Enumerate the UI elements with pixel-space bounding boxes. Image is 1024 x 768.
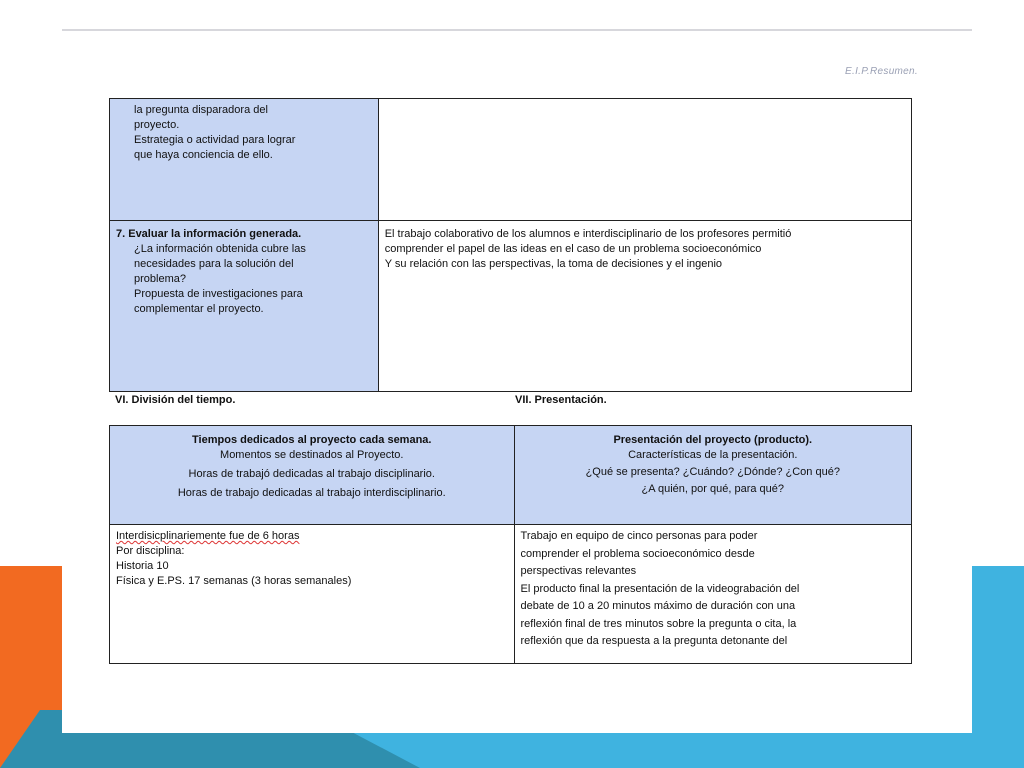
time-header-cell: [110, 426, 515, 525]
cell-line: complementar el proyecto.: [134, 303, 264, 315]
cell-line: comprender el papel de las ideas en el caso de un problema socioeconómico: [384, 243, 762, 255]
cell-line: Interdisicplinariemente fue de 6 horas: [116, 530, 300, 542]
cell-line: Horas de trabajo dedicadas al trabajo interdisciplinario.: [177, 487, 446, 499]
cell-line: Momentos se destinados al Proyecto.: [220, 449, 404, 461]
cell-line: reflexión que da respuesta a la pregunta detonante del: [520, 635, 788, 647]
cell-line: comprender el problema socioeconómico desde: [520, 547, 755, 560]
cell-line: Historia 10: [116, 560, 169, 572]
blue-accent-bar: [972, 566, 1024, 768]
presentation-body-cell: [514, 525, 911, 664]
evaluate-information-cell: [110, 221, 379, 392]
cell-line: proyecto.: [134, 119, 180, 131]
header-note: E.I.P.Resumen.: [845, 66, 918, 77]
question-strategy-cell: [110, 99, 379, 221]
section-heading-presentation: VII. Presentación.: [515, 394, 607, 406]
cell-line: que haya conciencia de ello.: [134, 149, 273, 161]
cell-line: El trabajo colaborativo de los alumnos e interdisciplinario de los profesores permitió: [384, 228, 792, 240]
cell-title: 7. Evaluar la información generada.: [116, 228, 302, 240]
cell-line: Estrategia o actividad para lograr: [134, 134, 296, 146]
cell-title: Tiempos dedicados al proyecto cada semana.: [192, 434, 432, 446]
cell-line: debate de 10 a 20 minutos máximo de duración con una: [520, 600, 796, 612]
evaluation-answer-cell: [378, 221, 911, 392]
section-heading-division: VI. División del tiempo.: [115, 394, 236, 406]
cell-line: Características de la presentación.: [628, 449, 798, 461]
cell-line: ¿Qué se presenta? ¿Cuándo? ¿Dónde? ¿Con qué?: [585, 466, 840, 478]
cell-line: reflexión final de tres minutos sobre la pregunta o cita, la: [520, 617, 797, 630]
cell-line: Física y E.PS. 17 semanas (3 horas semanales): [116, 575, 352, 587]
cell-line: Y su relación con las perspectivas, la toma de decisiones y el ingenio: [384, 258, 723, 270]
cell-line: problema?: [134, 273, 186, 285]
cell-line: Propuesta de investigaciones para: [134, 288, 303, 300]
time-body-cell: [110, 525, 515, 664]
cell-line: Por disciplina:: [116, 545, 185, 557]
time-presentation-table: [109, 425, 912, 664]
presentation-header-cell: [514, 426, 911, 525]
top-divider: [62, 29, 972, 31]
cell-line: El producto final la presentación de la videograbación del: [520, 582, 800, 595]
evaluation-table: [109, 98, 912, 392]
cell-line: necesidades para la solución del: [134, 258, 294, 270]
cell-line: ¿A quién, por qué, para qué?: [641, 483, 784, 495]
cell-title: Presentación del proyecto (producto).: [613, 434, 813, 446]
cell-line: Trabajo en equipo de cinco personas para poder: [520, 530, 758, 542]
cell-line: perspectivas relevantes: [520, 565, 637, 577]
empty-answer-cell: [378, 99, 911, 221]
cell-line: la pregunta disparadora del: [134, 104, 268, 116]
cell-line: Horas de trabajó dedicadas al trabajo disciplinario.: [188, 468, 435, 480]
cell-line: ¿La información obtenida cubre las: [134, 243, 306, 255]
